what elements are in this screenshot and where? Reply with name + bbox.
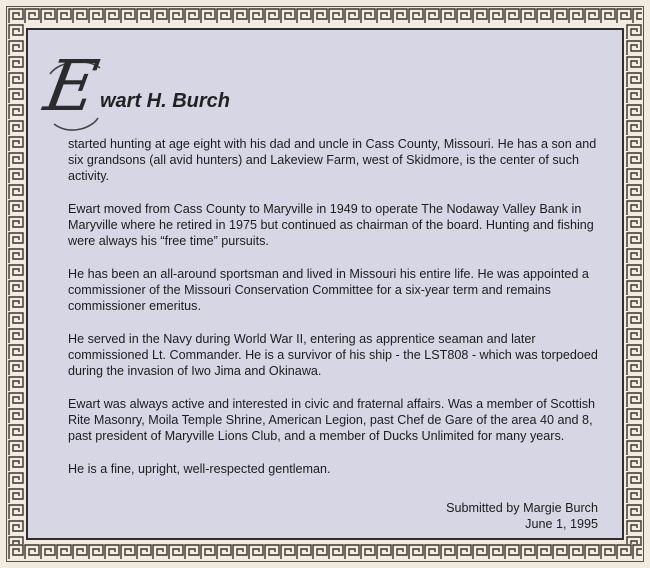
title-name: wart H. Burch (100, 90, 231, 112)
paragraph: started hunting at age eight with his dad and uncle in Cass County, Missouri. He has a son and six grandsons (all avid hunters) and Lakeview Farm, west of Skidmore, is the center of such activity. (68, 137, 597, 183)
page-title (38, 45, 446, 127)
title-initial-letter: E (38, 45, 105, 127)
submission-date: June 1, 1995 (525, 517, 598, 531)
paragraph: Ewart was always active and interested in civic and fraternal affairs. Was a member of Scottish Rite Masonry, Moila Temple Shrine, American Legion, past Chef de Gare of the area 40 and 8, past president of Maryville Lions Club, and a member of Ducks Unlimited for many years. (68, 397, 596, 443)
paragraph: He served in the Navy during World War II, entering as apprentice seaman and later commissioned Lt. Commander. He is a survivor of his ship - the LST808 - which was torpedoed during the invasion of Iwo Jima and Okinawa. (68, 332, 598, 378)
submitted-by-block (446, 500, 598, 532)
greek-key-border-right (626, 24, 642, 544)
content-panel (26, 28, 624, 540)
paragraph: He has been an all-around sportsman and lived in Missouri his entire life. He was appointed a commissioner of the Missouri Conservation Committee for a six-year term and remains commissioner emeritus. (68, 267, 589, 313)
greek-key-border-left (8, 24, 24, 544)
greek-key-border-bottom (8, 544, 642, 560)
greek-key-border-top (8, 8, 642, 24)
paragraph: He is a fine, upright, well-respected gentleman. (68, 462, 331, 476)
paragraph: Ewart moved from Cass County to Maryville in 1949 to operate The Nodaway Valley Bank in Maryville where he retired in 1975 but continued as chairman of the board. Hunting and fishing were always his “free time” pursuits. (68, 202, 594, 248)
biography-text (68, 136, 608, 494)
submitter-name: Submitted by Margie Burch (446, 501, 598, 515)
